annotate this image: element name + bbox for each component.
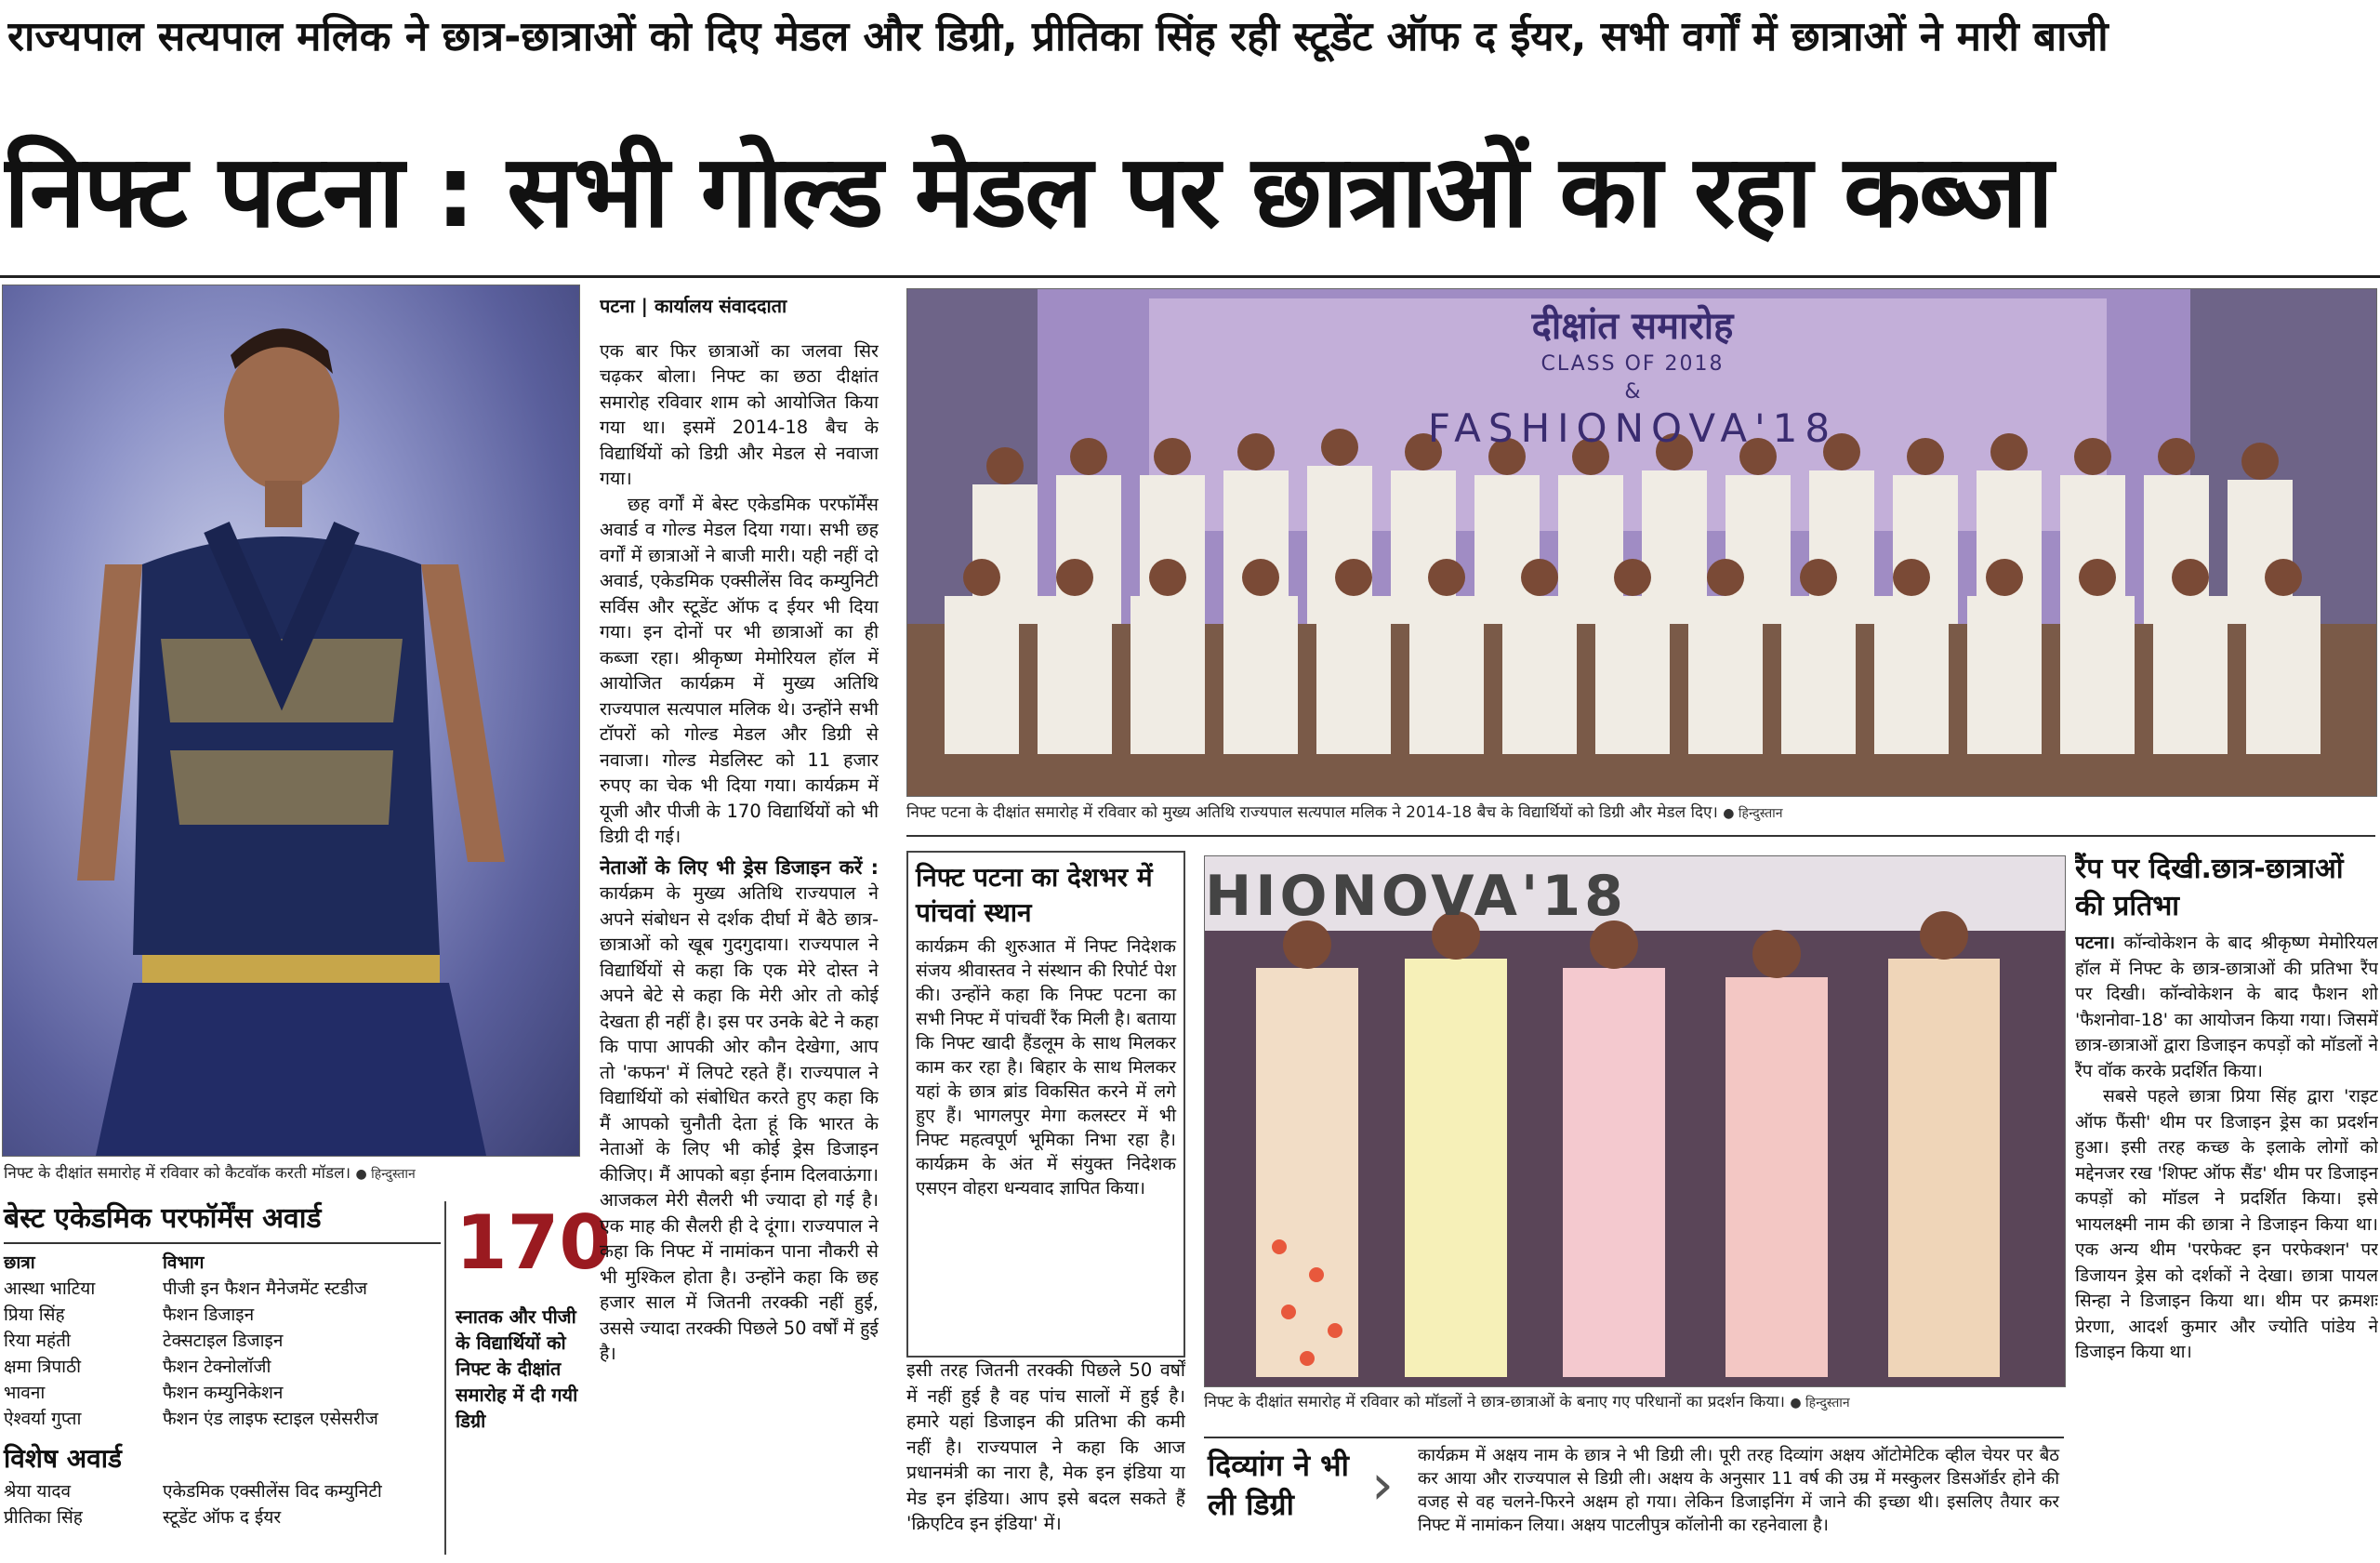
special-awards-table bbox=[4, 1478, 388, 1530]
divyang-body: कार्यक्रम में अक्षय नाम के छात्र ने भी डिग्री ली। पूरी तरह दिव्यांग अक्षय ऑटोमेटिक व्हील चेयर पर बैठ कर आया और राज्यपाल से डिग्री ली। अक्षय के अनुसार 11 वर्ष की उम्र में मस्कुलर डिसऑर्डर होने की वजह से वह चलने-फिरने अक्षम हो गया। लेकिन डिजाइनिंग में जाने की इच्छा थी। इसलिए तैयार कर निफ्ट में नामांकन लिया। अक्षय पाटलीपुत्र कॉलोनी का रहनेवाला है। bbox=[1418, 1446, 2059, 1535]
awardee-dept: टेक्सटाइल डिजाइन bbox=[163, 1331, 284, 1351]
awards-title: बेस्ट एकेडमिक परफॉर्मेंस अवार्ड bbox=[4, 1202, 322, 1235]
awards-table bbox=[4, 1250, 384, 1432]
catwalk-photo bbox=[2, 285, 580, 1157]
header-divider bbox=[0, 275, 2380, 278]
awardee-name: क्षमा त्रिपाठी bbox=[4, 1357, 82, 1377]
group-photo bbox=[906, 288, 2377, 797]
article-continuation bbox=[906, 1358, 1185, 1557]
awardee-name: आस्था भाटिया bbox=[4, 1278, 96, 1299]
table-row bbox=[4, 1276, 384, 1302]
group-divider bbox=[906, 835, 2375, 837]
table-row bbox=[4, 1328, 384, 1354]
group-caption bbox=[906, 801, 2375, 825]
ramp-body bbox=[2075, 931, 2378, 1084]
models-photo-scene bbox=[1205, 856, 2065, 1386]
awardee-dept: स्टूडेंट ऑफ द ईयर bbox=[163, 1507, 282, 1528]
table-row bbox=[4, 1504, 388, 1530]
awardee-name: श्रेया यादव bbox=[4, 1481, 72, 1502]
photo-credit: ● हिन्दुस्तान bbox=[1723, 806, 1783, 821]
awardee-dept: फैशन डिजाइन bbox=[163, 1305, 255, 1325]
awards-divider bbox=[4, 1242, 441, 1244]
table-row bbox=[4, 1478, 388, 1504]
article-paragraph bbox=[600, 855, 879, 1367]
models-photo bbox=[1204, 855, 2066, 1387]
awardee-name: प्रीतिका सिंह bbox=[4, 1507, 83, 1528]
awardee-dept: फैशन टेक्नोलॉजी bbox=[163, 1357, 271, 1377]
awardee-name: ऐश्वर्या गुप्ता bbox=[4, 1409, 82, 1429]
awardee-name: भावना bbox=[4, 1383, 46, 1403]
photo-credit: ● हिन्दुस्तान bbox=[355, 1167, 416, 1182]
rank-box-body: कार्यक्रम की शुरुआत में निफ्ट निदेशक संजय श्रीवास्तव ने संस्थान की रिपोर्ट पेश की। उन्होंने कहा कि निफ्ट पटना का सभी निफ्ट में पांचवीं रैंक मिली है। बताया कि निफ्ट खादी हैंडलूम के साथ मिलकर काम कर रहा है। बिहार के साथ मिलकर यहां के छात्र ब्रांड विकसित करने में लगे हुए हैं। भागलपुर मेगा कलस्टर में भी निफ्ट महत्वपूर्ण भूमिका निभा रहा है। कार्यक्रम के अंत में संयुक्त निदेशक एसएन वोहरा धन्यवाद ज्ञापित किया। bbox=[916, 936, 1176, 1199]
main-article bbox=[600, 294, 879, 1558]
stat-text: स्नातक और पीजी के विद्यार्थियों को निफ्ट के दीक्षांत समारोह में दी गयी डिग्री bbox=[456, 1305, 578, 1432]
awardee-name: रिया महंती bbox=[4, 1331, 71, 1351]
catwalk-model-figure bbox=[3, 285, 579, 1156]
banner-line-2: CLASS OF 2018 bbox=[1540, 352, 1725, 376]
divyang-title: दिव्यांग ने भी ली डिग्री bbox=[1208, 1448, 1349, 1522]
article-subhead: नेताओं के लिए भी ड्रेस डिजाइन करें : bbox=[600, 855, 879, 879]
kicker-headline: राज्यपाल सत्यपाल मलिक ने छात्र-छात्राओं को दिए मेडल और डिग्री, प्रीतिका सिंह रही स्टूडेंट ऑफ द ईयर, सभी वर्गों में छात्राओं ने मारी बाजी bbox=[7, 13, 2109, 60]
stat-box bbox=[444, 1199, 611, 1555]
divyang-arrow-icon: › bbox=[1371, 1452, 1394, 1517]
rank-box bbox=[906, 851, 1185, 1358]
divyang-section bbox=[1204, 1437, 2064, 1559]
catwalk-caption-text: निफ्ट के दीक्षांत समारोह में रविवार को कैटवॉक करती मॉडल। bbox=[4, 1164, 351, 1183]
stat-number: 170 bbox=[456, 1199, 611, 1286]
rank-box-title: निफ्ट पटना का देशभर में पांचवां स्थान bbox=[916, 862, 1153, 928]
table-row bbox=[4, 1380, 384, 1406]
models-caption-text: निफ्ट के दीक्षांत समारोह में रविवार को मॉडलों ने छात्र-छात्राओं के बनाए गए परिधानों का प्रदर्शन किया। bbox=[1204, 1393, 1785, 1411]
table-row bbox=[4, 1354, 384, 1380]
ramp-body-text: कॉन्वोकेशन के बाद श्रीकृष्ण मेमोरियल हॉल में निफ्ट के छात्र-छात्राओं की प्रतिभा रैंप पर दिखी। कॉन्वोकेशन के बाद फैशन शो 'फैशनोवा-18' का आयोजन किया गया। जिसमें छात्र-छात्राओं द्वारा डिजाइन कपड़ों को मॉडलों ने रैंप वॉक करके प्रदर्शित किया। bbox=[2075, 933, 2378, 1081]
banner-line-3: & bbox=[1624, 380, 1641, 404]
photo-credit: ● हिन्दुस्तान bbox=[1790, 1396, 1850, 1411]
awardee-dept: एकेडमिक एक्सीलेंस विद कम्युनिटी bbox=[163, 1481, 382, 1502]
ramp-body-2: सबसे पहले छात्रा प्रिया सिंह द्वारा 'राइट ऑफ फैंसी' थीम पर डिजाइन ड्रेस का प्रदर्शन हुआ। इसी तरह कच्छ के इलाके लोगों को मद्देनजर रख 'शिफ्ट ऑफ सैंड' थीम पर डिजाइन कपड़ों को मॉडल ने प्रदर्शित किया। इसे भायलक्ष्मी नाम की छात्रा ने डिजाइन किया था। एक अन्य थीम 'परफेक्ट इन परफेक्शन' पर डिजायन ड्रेस को दर्शकों ने देखा। छात्रा पायल सिन्हा ने डिजाइन किया था। थीम पर क्रमशः प्रेरणा, आदर्श कुमार और ज्योति पांडेय ने डिजाइन किया था। bbox=[2075, 1086, 2378, 1362]
dateline: पटना | कार्यालय संवाददाता bbox=[600, 295, 787, 317]
special-awards-title: विशेष अवार्ड bbox=[4, 1443, 122, 1474]
article-paragraph: एक बार फिर छात्राओं का जलवा सिर चढ़कर बोला। निफ्ट का छठा दीक्षांत समारोह रविवार शाम को आयोजित किया गया था। इसमें 2014-18 बैच के विद्यार्थियों को डिग्री और मेडल से नवाजा गया। bbox=[600, 339, 879, 489]
article-paragraph-text: कार्यक्रम के मुख्य अतिथि राज्यपाल ने अपने संबोधन से दर्शक दीर्घा में बैठे छात्र-छात्राओं को खूब गुदगुदाया। राज्यपाल ने विद्यार्थियों से कहा कि एक मेरे दोस्त ने अपने बेटे से कहा कि मेरी ओर तो कोई देखता ही नहीं है। इस पर उनके बेटे ने कहा कि पापा आपकी ओर कौन देखेगा, आप तो 'कफन' में लिपटे रहते हैं। राज्यपाल ने विद्यार्थियों को संबोधित करते हुए कहा कि मैं आपको चुनौती देता हूं कि भारत के नेताओं के लिए भी कोई ड्रेस डिजाइन कीजिए। मैं आपको बड़ा ईनाम दिलवाऊंगा। आजकल मेरी सैलरी भी ज्यादा हो गई है। एक माह की सैलरी ही दे दूंगा। राज्यपाल ने कहा कि निफ्ट में नामांकन पाना नौकरी से भी मुश्किल होता है। उन्होंने कहा कि छह हजार साल में जितनी तरक्की नहीं हुई, उससे ज्यादा तरक्की पिछले 50 वर्षों में हुई है। bbox=[600, 882, 879, 1364]
ramp-article bbox=[2075, 851, 2378, 1557]
banner-line-1: दीक्षांत समारोह bbox=[1531, 305, 1734, 348]
models-banner: HIONOVA'18 bbox=[1205, 864, 1627, 929]
ramp-title: रैंप पर दिखी.छात्र-छात्राओं की प्रतिभा bbox=[2075, 853, 2344, 922]
awardee-name: प्रिया सिंह bbox=[4, 1305, 65, 1325]
article-paragraph: छह वर्गों में बेस्ट एकेडमिक परफॉर्मेंस अवार्ड व गोल्ड मेडल दिया गया। सभी छह वर्गों में छात्राओं ने बाजी मारी। यही नहीं दो अवार्ड, एकेडमिक एक्सीलेंस विद कम्युनिटी सर्विस और स्टूडेंट ऑफ द ईयर भी दिया गया। इन दोनों पर भी छात्राओं का ही कब्जा रहा। श्रीकृष्ण मेमोरियल हॉल में आयोजित कार्यक्रम में मुख्य अतिथि राज्यपाल सत्यपाल मलिक थे। उन्होंने सभी टॉपरों को गोल्ड मेडल और डिग्री से नवाजा। गोल्ड मेडलिस्ट को 11 हजार रुपए का चेक भी दिया गया। कार्यक्रम में यूजी और पीजी के 170 विद्यार्थियों को भी डिग्री दी गई। bbox=[600, 493, 879, 847]
models-caption bbox=[1204, 1391, 2064, 1414]
awardee-dept: फैशन एंड लाइफ स्टाइल एसेसरीज bbox=[163, 1409, 378, 1429]
main-headline: निफ्ट पटना : सभी गोल्ड मेडल पर छात्राओं का रहा कब्जा bbox=[4, 134, 2052, 250]
table-row bbox=[4, 1406, 384, 1432]
group-caption-text: निफ्ट पटना के दीक्षांत समारोह में रविवार को मुख्य अतिथि राज्यपाल सत्यपाल मलिक ने 2014-18 बैच के विद्यार्थियों को डिग्री और मेडल दिए। bbox=[906, 803, 1718, 822]
awards-col-dept: विभाग bbox=[163, 1252, 205, 1273]
awardee-dept: पीजी इन फैशन मैनेजमेंट स्टडीज bbox=[163, 1278, 367, 1299]
ramp-dateline: पटना। bbox=[2075, 933, 2116, 953]
awards-col-name: छात्रा bbox=[4, 1252, 35, 1273]
awards-header-row bbox=[4, 1250, 384, 1276]
awardee-dept: फैशन कम्युनिकेशन bbox=[163, 1383, 284, 1403]
table-row bbox=[4, 1302, 384, 1328]
awards-section bbox=[4, 1199, 441, 1557]
banner-line-4: FASHIONOVA'18 bbox=[1427, 405, 1838, 451]
article-paragraph: इसी तरह जितनी तरक्की पिछले 50 वर्षों में नहीं हुई है वह पांच सालों में हुई है। हमारे यहां डिजाइन की प्रतिभा की कमी नहीं है। राज्यपाल ने कहा कि आज प्रधानमंत्री का नारा है, मेक इन इंडिया या मेड इन इंडिया। आप इसे बदल सकते हैं 'क्रिएटिव इन इंडिया' में। bbox=[906, 1359, 1185, 1534]
catwalk-caption bbox=[4, 1162, 576, 1185]
